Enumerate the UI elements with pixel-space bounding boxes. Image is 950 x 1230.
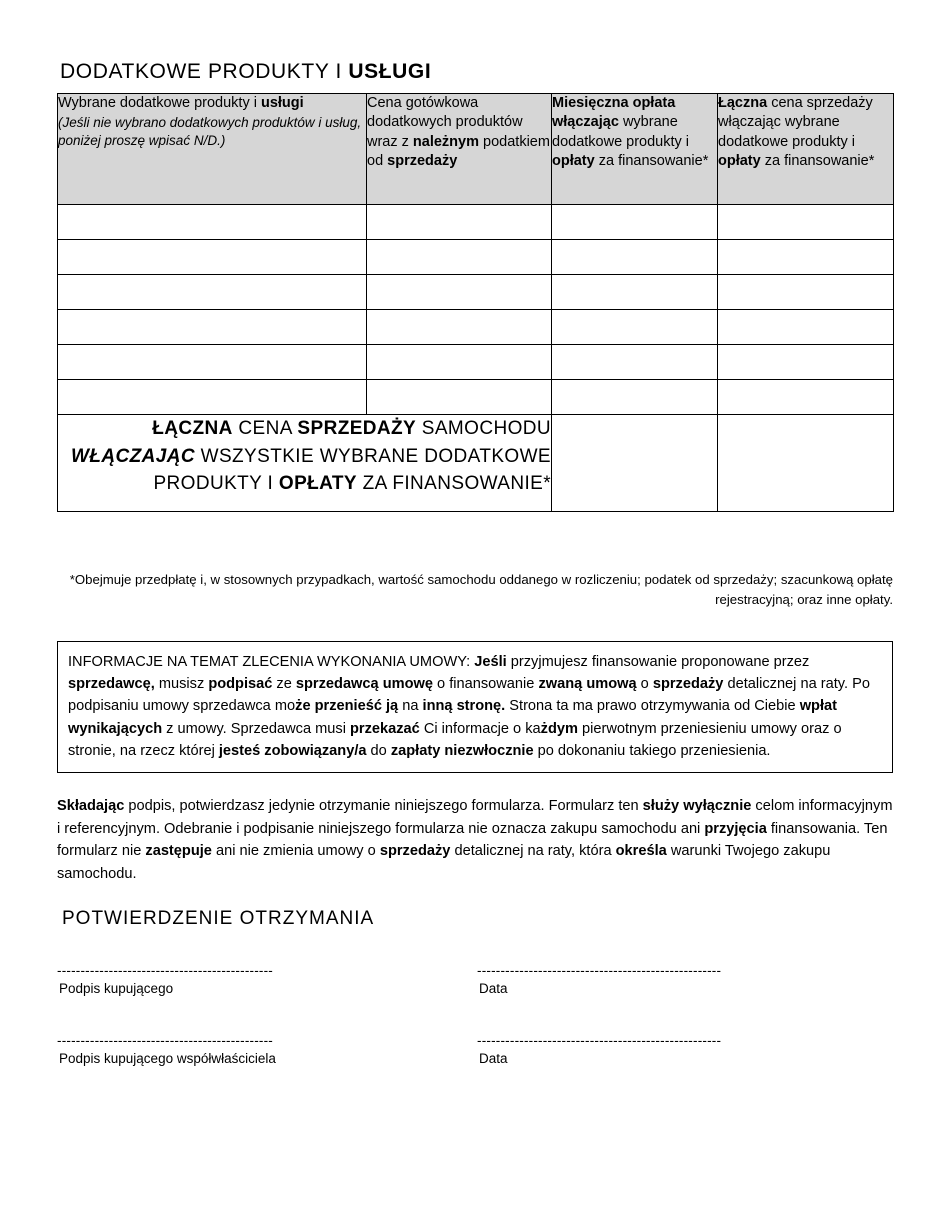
info-s27: po dokonaniu takiego przeniesienia. — [533, 742, 771, 759]
disclaimer-d8: ani nie zmienia umowy o — [211, 843, 380, 860]
cell-monthly-payment[interactable] — [552, 205, 718, 240]
buyer-signature-line[interactable]: ---------------------------------------------- — [57, 963, 273, 978]
header-total-a: Łączna — [718, 95, 768, 111]
cell-total-price[interactable] — [718, 275, 894, 310]
cell-monthly-payment[interactable] — [552, 345, 718, 380]
info-s19: z umowy. Sprzedawca musi — [162, 720, 350, 737]
total-label-p7: OPŁATY — [278, 473, 357, 495]
cell-total-price[interactable] — [718, 205, 894, 240]
total-label-p1: ŁĄCZNA — [152, 418, 233, 439]
header-cell-cash-price — [367, 94, 552, 205]
header-cash-a: Cena gotówkowa dodatkowych produktów wraz z — [367, 95, 523, 150]
header-total-b: cena sprzedaży włączając — [718, 95, 873, 131]
total-label-p5: WŁĄCZAJĄC — [71, 445, 195, 467]
header-monthly-d: za finansowanie* — [594, 152, 709, 169]
buyer-date-line[interactable]: ---------------------------------------------------- — [477, 963, 722, 978]
cell-product[interactable] — [58, 205, 367, 240]
cell-monthly-payment[interactable] — [552, 310, 718, 345]
header-cell-monthly-payment — [552, 94, 718, 205]
cell-cash-price[interactable] — [367, 240, 552, 275]
info-s9: o finansowanie — [432, 676, 539, 693]
cell-cash-price[interactable] — [367, 310, 552, 345]
disclaimer-d7: zastępuje — [145, 843, 212, 860]
info-s10: zwaną umową — [538, 676, 637, 693]
info-s18: wpłat wynikających — [68, 698, 837, 737]
header-total-c: wybrane dodatkowe produkty i — [718, 114, 856, 150]
cell-product[interactable] — [58, 310, 367, 345]
table-row[interactable] — [58, 275, 894, 310]
header-products-note: (Jeśli nie wybrano dodatkowych produktów i usług, poniżej proszę wpisać N/D.) — [58, 115, 362, 148]
disclaimer-d2: podpis, potwierdzasz jedynie otrzymanie niniejszego formularza. Formularz ten — [124, 798, 643, 814]
header-cell-total-price — [718, 94, 894, 205]
disclaimer-d3: służy wyłącznie — [642, 798, 752, 814]
info-s3: przyjmujesz finansowanie proponowane przez — [506, 654, 810, 670]
total-label-p4: SAMOCHODU — [416, 418, 551, 439]
info-s1: INFORMACJE NA TEMAT ZLECENIA WYKONANIA UMOWY: — [68, 654, 475, 670]
info-s22: żdym — [540, 720, 578, 737]
cell-product[interactable] — [58, 345, 367, 380]
total-cell-total[interactable] — [718, 415, 894, 512]
table-row[interactable] — [58, 380, 894, 415]
table-header-row — [58, 94, 894, 205]
header-total-e: za finansowanie* — [760, 152, 875, 169]
table-row[interactable] — [58, 240, 894, 275]
header-monthly-a: Miesięczna opłata włączając — [552, 95, 676, 131]
cobuyer-date-line[interactable]: ---------------------------------------------------- — [477, 1033, 722, 1048]
cell-total-price[interactable] — [718, 240, 894, 275]
table-row[interactable] — [58, 310, 894, 345]
cell-cash-price[interactable] — [367, 275, 552, 310]
page-title-plain: DODATKOWE PRODUKTY I — [60, 60, 349, 83]
signature-row-cobuyer — [57, 1033, 897, 1079]
header-cell-products — [58, 94, 367, 205]
page-title-bold: USŁUGI — [348, 60, 432, 83]
cell-product[interactable] — [58, 275, 367, 310]
page-title — [60, 60, 431, 84]
cobuyer-date-label: Data — [479, 1051, 508, 1066]
header-monthly-c: opłaty — [552, 152, 595, 169]
cobuyer-signature-label: Podpis kupującego współwłaściciela — [59, 1051, 276, 1066]
cobuyer-signature-line[interactable]: ---------------------------------------------- — [57, 1033, 273, 1048]
table-row[interactable] — [58, 205, 894, 240]
disclaimer-d6: finansowania. Ten formularz nie — [57, 820, 888, 860]
header-products-text: Wybrane dodatkowe produkty i — [58, 95, 261, 111]
info-s6: podpisać — [208, 676, 273, 693]
info-s12: sprzedaży — [652, 676, 724, 693]
disclaimer-d11: określa — [615, 843, 667, 860]
buyer-signature-label: Podpis kupującego — [59, 981, 174, 996]
info-s24: jesteś zobowiązany/a — [218, 742, 367, 759]
disclaimer-d1: Składając — [57, 798, 125, 814]
header-monthly-b: wybrane dodatkowe produkty i — [552, 114, 690, 150]
total-label-p6: WSZYSTKIE WYBRANE DODATKOWE PRODUKTY I — [153, 445, 551, 495]
info-s26: zapłaty niezwłocznie — [390, 742, 534, 759]
info-s4: sprzedawcę, — [68, 676, 155, 693]
cell-monthly-payment[interactable] — [552, 380, 718, 415]
info-s5: musisz — [154, 676, 209, 693]
header-products-bold: usługi — [260, 95, 304, 111]
disclaimer-d9: sprzedaży — [379, 843, 451, 860]
assignment-info-box — [57, 641, 893, 773]
info-s2: Jeśli — [474, 654, 507, 670]
total-label-p3: SPRZEDAŻY — [297, 418, 417, 439]
header-cash-d: sprzedaży — [387, 152, 458, 169]
info-s17: Strona ta ma prawo otrzymywania od Ciebie — [505, 698, 800, 715]
info-s7: ze — [272, 676, 296, 693]
cell-cash-price[interactable] — [367, 345, 552, 380]
info-s23: pierwotnym przeniesieniu umowy oraz o stronie, na rzecz której — [68, 720, 842, 759]
acknowledgement-title: POTWIERDZENIE OTRZYMANIA — [62, 908, 375, 929]
cell-product[interactable] — [58, 240, 367, 275]
table-footnote: *Obejmuje przedpłatę i, w stosownych przypadkach, wartość samochodu oddanego w rozliczeniu; podatek od sprzedaży; szacunkową opłatę rejestracyjną; oraz inne opłaty. — [69, 572, 893, 608]
disclaimer-d4: celom informacyjnym i referencyjnym. Odebranie i podpisanie niniejszego formularza nie oznacza zakupu samochodu ani — [57, 798, 893, 837]
info-s25: do — [366, 742, 391, 759]
total-row-label — [58, 415, 552, 512]
info-s13: detalicznej na raty. Po podpisaniu umowy sprzedawca mo — [68, 676, 870, 715]
additional-products-table — [57, 93, 894, 512]
cell-cash-price[interactable] — [367, 205, 552, 240]
info-s20: przekazać — [350, 720, 420, 737]
cell-total-price[interactable] — [718, 380, 894, 415]
disclaimer-d12: warunki Twojego zakupu samochodu. — [57, 843, 831, 882]
cell-total-price[interactable] — [718, 310, 894, 345]
info-s14: że przenieść ją — [295, 698, 399, 715]
cell-total-price[interactable] — [718, 345, 894, 380]
cell-monthly-payment[interactable] — [552, 240, 718, 275]
disclaimer-d5: przyjęcia — [704, 820, 767, 837]
table-row[interactable] — [58, 345, 894, 380]
info-s8: sprzedawcą umowę — [295, 676, 433, 693]
disclaimer-paragraph — [57, 795, 897, 885]
info-s15: na — [398, 698, 423, 715]
total-label-p8: ZA FINANSOWANIE* — [356, 473, 551, 495]
signature-row-buyer — [57, 963, 897, 1009]
header-cash-c: podatkiem od — [367, 133, 550, 169]
cell-cash-price[interactable] — [367, 380, 552, 415]
table-total-row — [58, 415, 894, 512]
info-s16: inną stronę. — [422, 698, 506, 715]
cell-monthly-payment[interactable] — [552, 275, 718, 310]
header-cash-b: należnym — [412, 133, 480, 150]
disclaimer-d10: detalicznej na raty, która — [450, 843, 616, 860]
buyer-date-label: Data — [479, 981, 508, 996]
cell-product[interactable] — [58, 380, 367, 415]
info-s21: Ci informacje o ka — [419, 720, 541, 737]
total-label-p2: CENA — [232, 418, 298, 439]
info-s11: o — [636, 676, 653, 693]
header-total-d: opłaty — [718, 152, 761, 169]
total-cell-monthly[interactable] — [552, 415, 718, 512]
